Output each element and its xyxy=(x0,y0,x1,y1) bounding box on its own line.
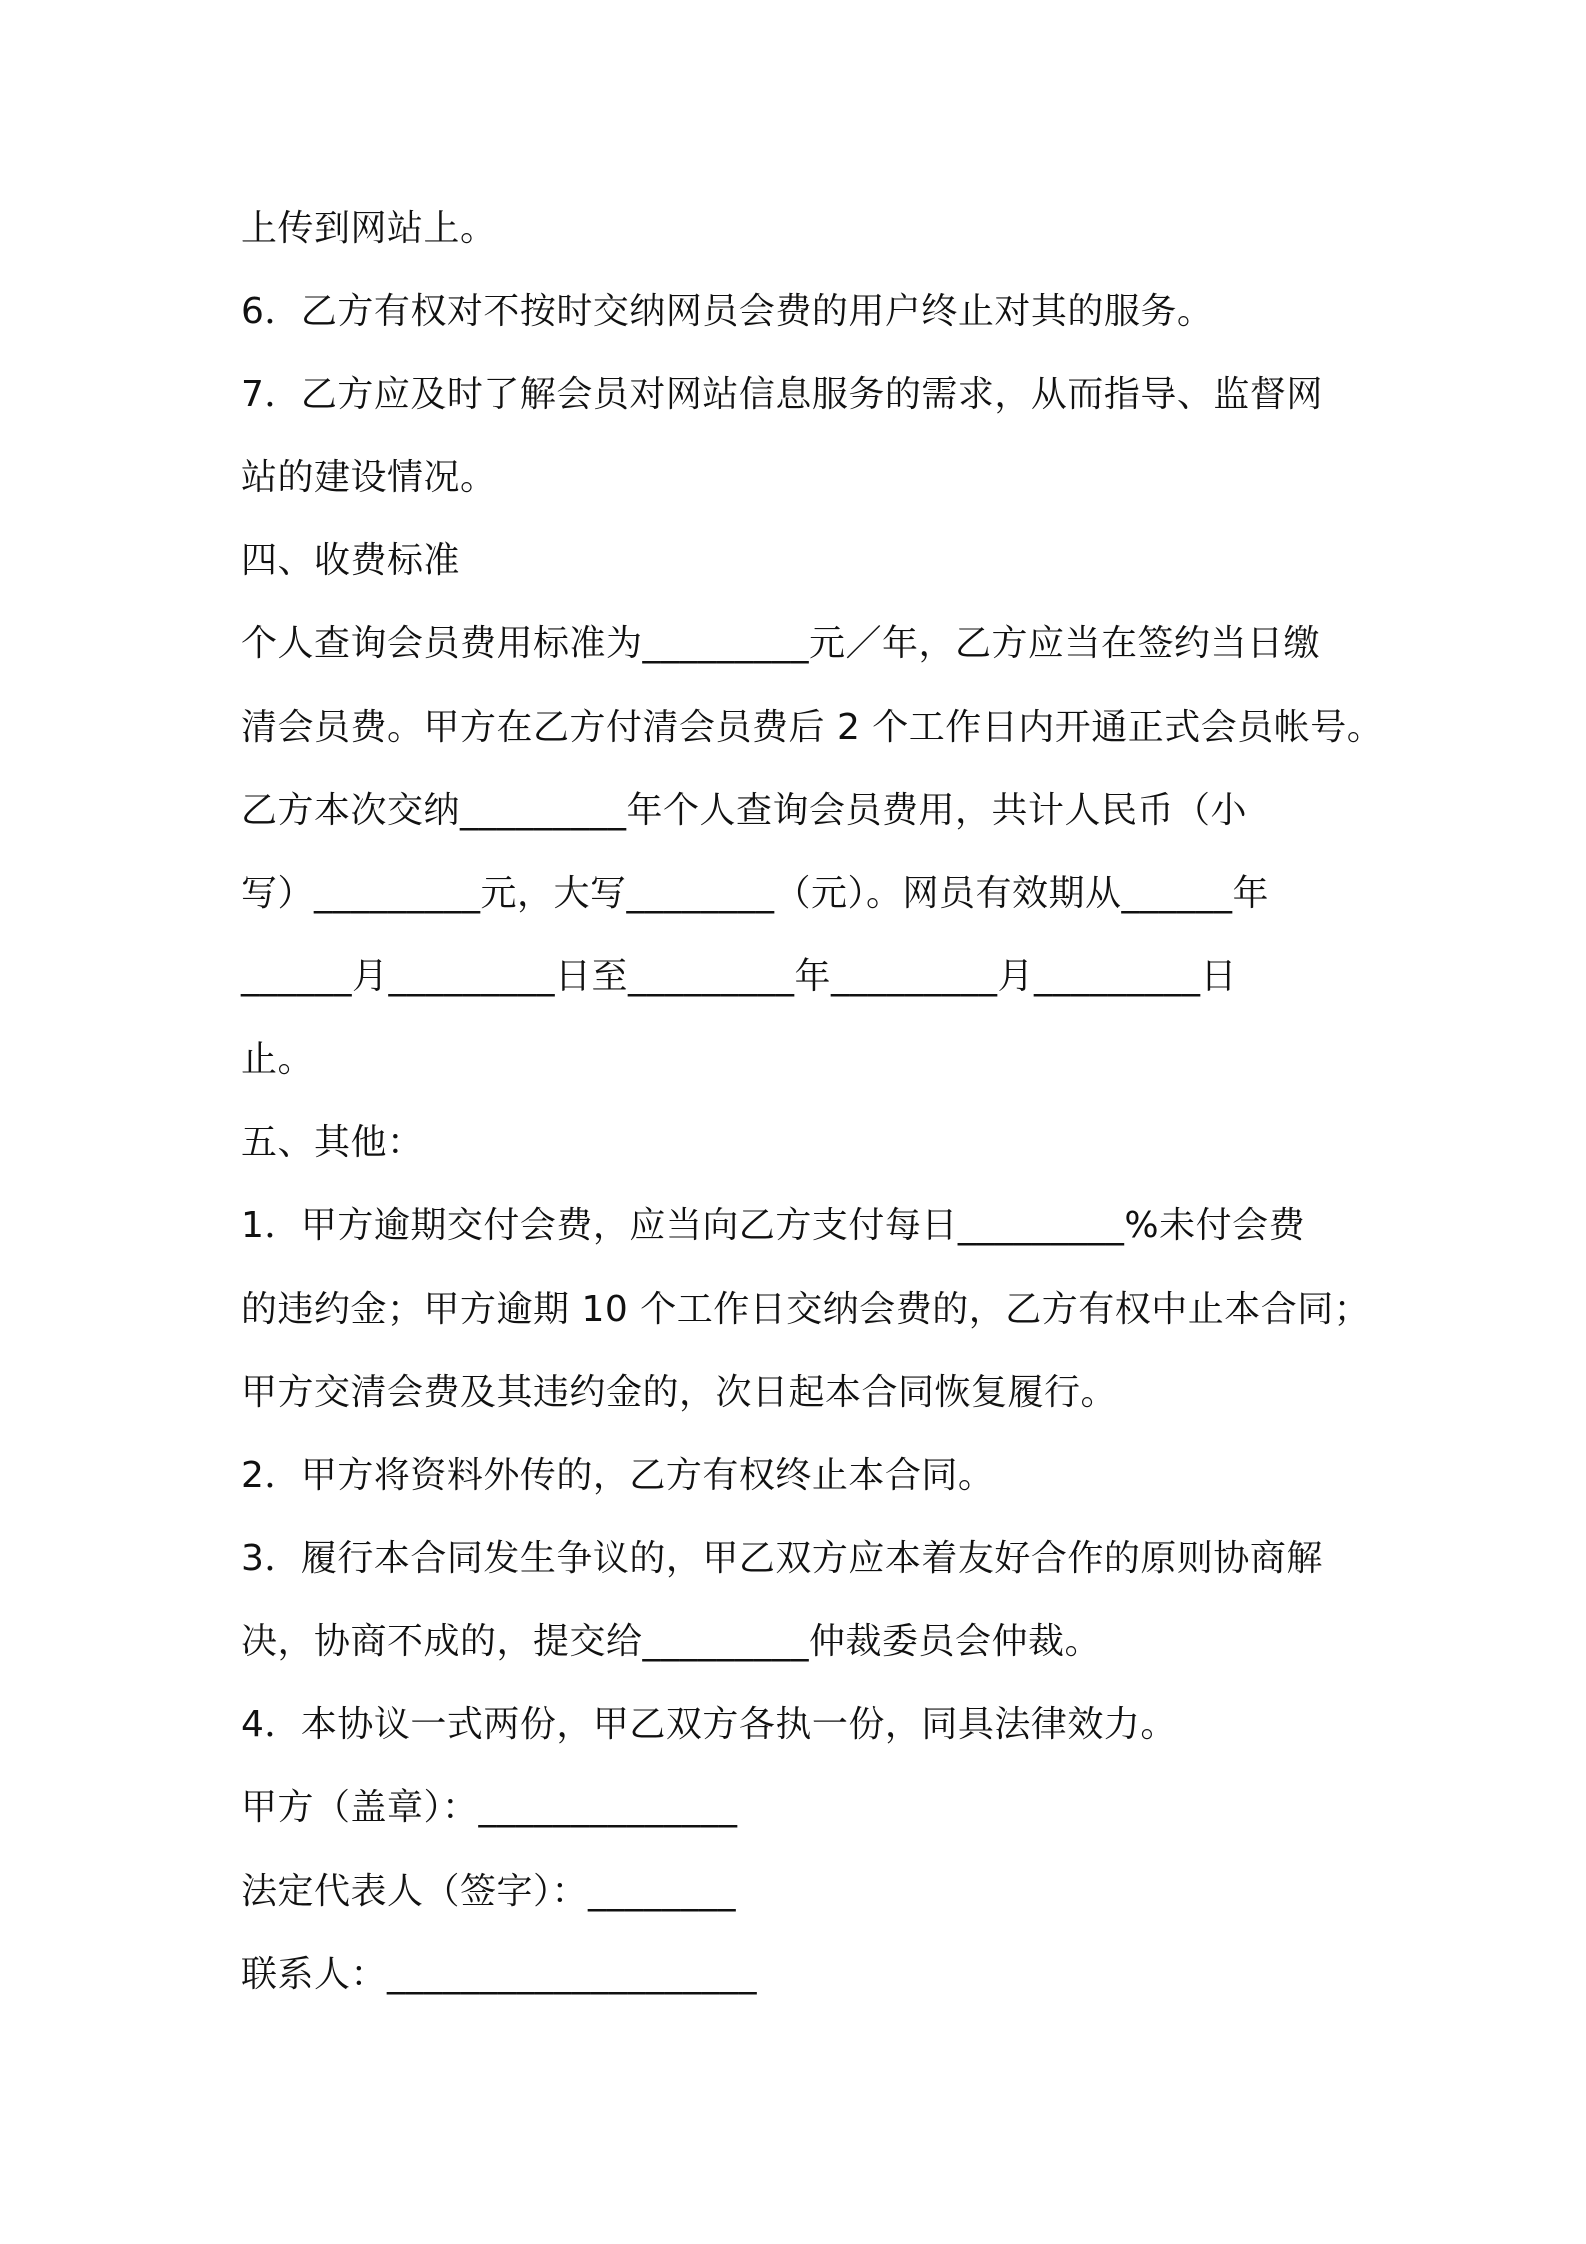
section-heading: 五、其他： xyxy=(241,1122,424,1163)
text-line: 甲方交清会费及其违约金的，次日起本合同恢复履行。 xyxy=(241,1372,1118,1413)
text-line: 3．履行本合同发生争议的，甲乙双方应本着友好合作的原则协商解 xyxy=(241,1538,1323,1579)
text-line: 清会员费。甲方在乙方付清会员费后 2 个工作日内开通正式会员帐号。 xyxy=(241,707,1384,748)
text-line: 1．甲方逾期交付会费，应当向乙方支付每日_________%未付会费 xyxy=(241,1205,1306,1246)
text-line: 2．甲方将资料外传的，乙方有权终止本合同。 xyxy=(241,1455,995,1496)
signature-contact-person: 联系人：____________________ xyxy=(241,1954,758,1995)
text-line: 乙方本次交纳_________年个人查询会员费用，共计人民币（小 xyxy=(241,790,1248,831)
section-heading: 四、收费标准 xyxy=(241,540,461,581)
text-line: 决，协商不成的，提交给_________仲裁委员会仲裁。 xyxy=(241,1621,1102,1662)
text-line: 止。 xyxy=(241,1039,315,1080)
text-line: ______月_________日至_________年_________月_________日 xyxy=(241,956,1237,997)
text-line: 写）_________元，大写________（元）。网员有效期从______年 xyxy=(241,873,1270,914)
text-line: 站的建设情况。 xyxy=(241,457,497,498)
text-line: 上传到网站上。 xyxy=(241,208,497,249)
text-line: 4．本协议一式两份，甲乙双方各执一份，同具法律效力。 xyxy=(241,1704,1177,1745)
text-line: 7．乙方应及时了解会员对网站信息服务的需求，从而指导、监督网 xyxy=(241,374,1323,415)
text-line: 的违约金；甲方逾期 10 个工作日交纳会费的，乙方有权中止本合同； xyxy=(241,1289,1371,1330)
text-line: 个人查询会员费用标准为_________元／年，乙方应当在签约当日缴 xyxy=(241,623,1321,664)
signature-legal-representative: 法定代表人（签字）：________ xyxy=(241,1871,737,1912)
text-line: 6．乙方有权对不按时交纳网员会费的用户终止对其的服务。 xyxy=(241,291,1214,332)
signature-party-a: 甲方（盖章）：______________ xyxy=(241,1787,738,1828)
